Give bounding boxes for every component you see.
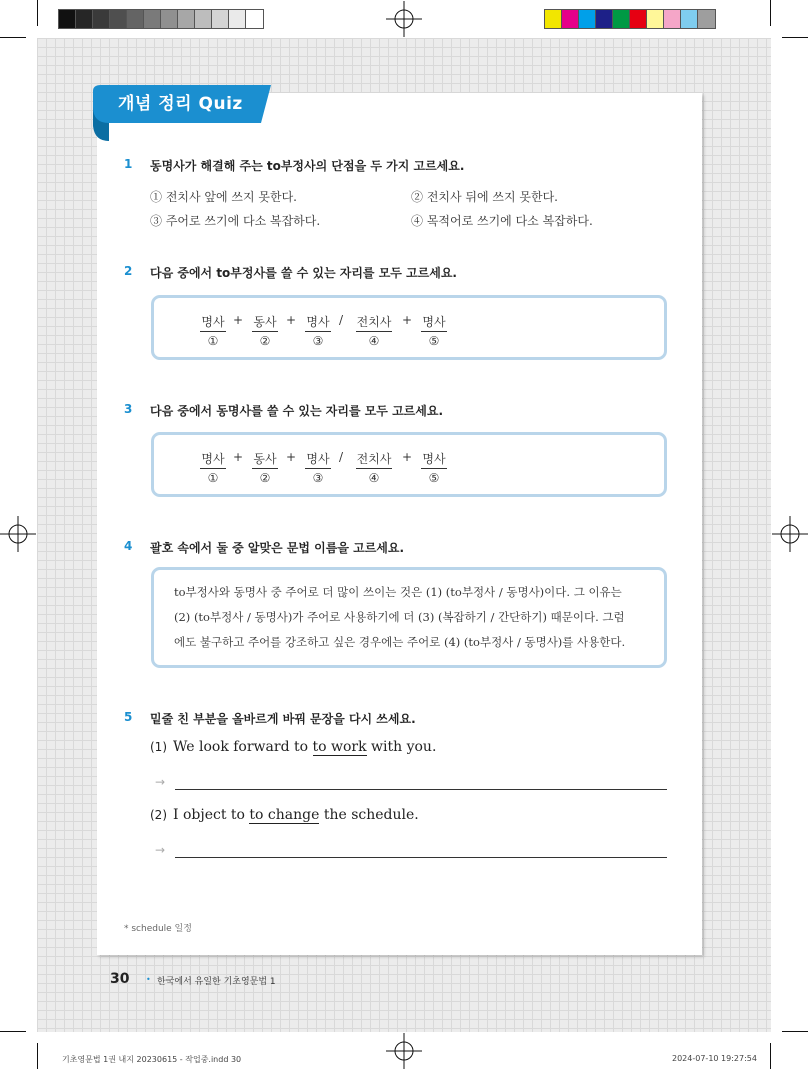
gray-swatch xyxy=(229,10,246,28)
position-choice[interactable]: 전치사 ④ xyxy=(356,315,392,348)
gray-swatch xyxy=(195,10,212,28)
color-calibration-bar xyxy=(544,9,716,29)
gray-swatch xyxy=(161,10,178,28)
color-swatch xyxy=(579,10,596,28)
sentence-item: (2) I object to to change the schedule. xyxy=(150,807,419,823)
sentence-position-box xyxy=(151,295,667,360)
bullet-icon: • xyxy=(146,975,151,984)
gray-swatch xyxy=(178,10,195,28)
operator: + xyxy=(233,450,244,464)
crop-mark xyxy=(37,1043,38,1069)
sentence-position-box xyxy=(151,432,667,497)
question-text: 괄호 속에서 둘 중 알맞은 문법 이름을 고르세요. xyxy=(150,541,405,555)
position-choice[interactable]: 동사 ② xyxy=(253,315,277,348)
passage-line: 에도 불구하고 주어를 강조하고 싶은 경우에는 주어로 (4) (to부정사 / 동명사)를 사용한다. xyxy=(174,635,626,649)
position-choice[interactable]: 명사 ⑤ xyxy=(422,452,446,485)
operator: + xyxy=(402,313,413,327)
gray-calibration-bar xyxy=(58,9,264,29)
color-swatch xyxy=(545,10,562,28)
answer-line[interactable] xyxy=(175,845,667,858)
color-swatch xyxy=(698,10,715,28)
position-choice[interactable]: 명사 ③ xyxy=(306,315,330,348)
arrow-icon: → xyxy=(155,775,166,789)
arrow-icon: → xyxy=(155,843,166,857)
underlined-phrase: to work xyxy=(312,739,367,755)
operator: + xyxy=(233,313,244,327)
question-text: 동명사가 해결해 주는 to부정사의 단점을 두 가지 고르세요. xyxy=(150,159,465,173)
position-choice[interactable]: 동사 ② xyxy=(253,452,277,485)
operator: + xyxy=(402,450,413,464)
gray-swatch xyxy=(110,10,127,28)
color-swatch xyxy=(562,10,579,28)
question-text: 다음 중에서 동명사를 쓸 수 있는 자리를 모두 고르세요. xyxy=(150,404,444,418)
crop-mark xyxy=(0,1031,26,1032)
answer-option[interactable]: ④ 목적어로 쓰기에 다소 복잡하다. xyxy=(411,214,593,228)
question-number: 2 xyxy=(124,264,133,278)
crop-mark xyxy=(37,0,38,26)
gray-swatch xyxy=(76,10,93,28)
gray-swatch xyxy=(93,10,110,28)
gray-swatch xyxy=(212,10,229,28)
answer-line[interactable] xyxy=(175,777,667,790)
operator: / xyxy=(339,313,344,327)
print-file-info: 기초영문법 1권 내지 20230615 - 작업중.indd 30 xyxy=(62,1055,242,1064)
section-title-tab xyxy=(91,83,271,141)
question-number: 1 xyxy=(124,157,133,171)
color-swatch xyxy=(613,10,630,28)
crop-mark xyxy=(770,1043,771,1069)
sentence-item: (1) We look forward to to work with you. xyxy=(150,739,437,755)
underlined-phrase: to change xyxy=(249,807,320,823)
registration-mark-icon xyxy=(0,516,36,552)
print-date-info: 2024-07-10 19:27:54 xyxy=(672,1054,757,1063)
question-text: 다음 중에서 to부정사를 쓸 수 있는 자리를 모두 고르세요. xyxy=(150,266,457,280)
color-swatch xyxy=(596,10,613,28)
book-title: 한국에서 유일한 기초영문법 1 xyxy=(157,977,276,987)
gray-swatch xyxy=(127,10,144,28)
gray-swatch xyxy=(144,10,161,28)
crop-mark xyxy=(0,37,26,38)
page-number: 30 xyxy=(110,971,130,987)
color-swatch xyxy=(681,10,698,28)
answer-option[interactable]: ② 전치사 뒤에 쓰지 못한다. xyxy=(411,190,558,204)
question-number: 4 xyxy=(124,539,133,553)
question-number: 5 xyxy=(124,710,133,724)
registration-mark-icon xyxy=(772,516,808,552)
color-swatch xyxy=(664,10,681,28)
position-choice[interactable]: 명사 ⑤ xyxy=(422,315,446,348)
answer-option[interactable]: ③ 주어로 쓰기에 다소 복잡하다. xyxy=(150,214,321,228)
position-choice[interactable]: 명사 ① xyxy=(201,315,225,348)
registration-mark-icon xyxy=(386,1033,422,1069)
operator: / xyxy=(339,450,344,464)
answer-option[interactable]: ① 전치사 앞에 쓰지 못한다. xyxy=(150,190,297,204)
passage-line: (2) (to부정사 / 동명사)가 주어로 사용하기에 더 (3) (복잡하기 / 간단하기) 때문이다. 그럼 xyxy=(174,610,625,624)
question-text: 밑줄 친 부분을 올바르게 바꿔 문장을 다시 쓰세요. xyxy=(150,712,416,726)
page-title: 개념 정리 Quiz xyxy=(118,94,243,114)
crop-mark xyxy=(782,1031,808,1032)
passage-line: to부정사와 동명사 중 주어로 더 많이 쓰이는 것은 (1) (to부정사 / 동명사)이다. 그 이유는 xyxy=(174,585,622,599)
crop-mark xyxy=(782,37,808,38)
question-number: 3 xyxy=(124,402,133,416)
operator: + xyxy=(286,450,297,464)
color-swatch xyxy=(647,10,664,28)
footnote: * schedule 일정 xyxy=(124,924,192,934)
position-choice[interactable]: 명사 ③ xyxy=(306,452,330,485)
registration-mark-icon xyxy=(386,1,422,37)
gray-swatch xyxy=(59,10,76,28)
gray-swatch xyxy=(246,10,263,28)
color-swatch xyxy=(630,10,647,28)
position-choice[interactable]: 명사 ① xyxy=(201,452,225,485)
operator: + xyxy=(286,313,297,327)
crop-mark xyxy=(770,0,771,26)
position-choice[interactable]: 전치사 ④ xyxy=(356,452,392,485)
